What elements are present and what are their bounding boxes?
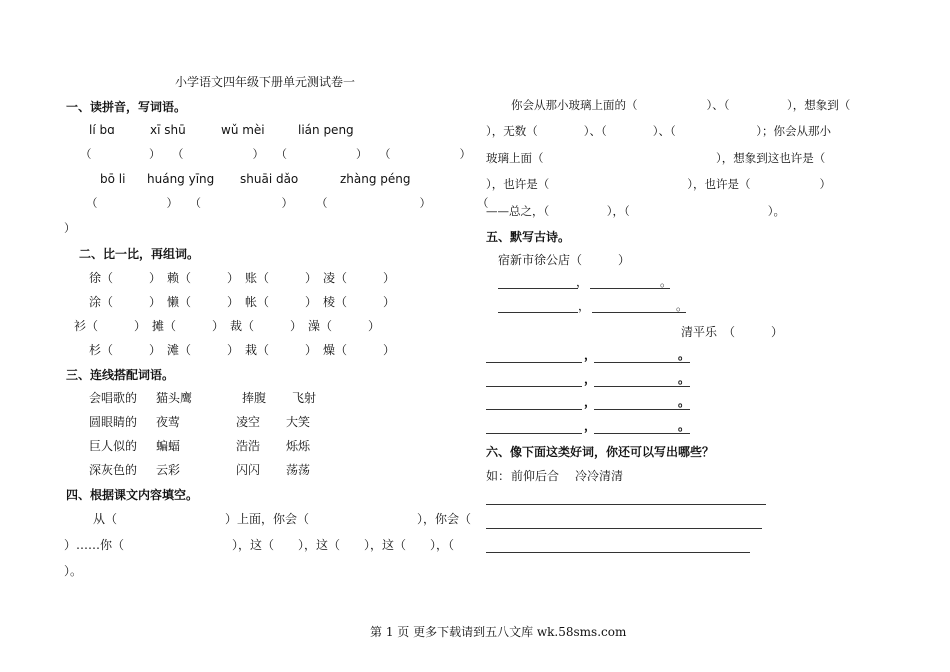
fill-right-line-5: ——总之，（ ），（ ）。 <box>486 204 785 218</box>
poem-2-comma-1: ， <box>584 348 597 362</box>
section-2-heading: 二、比一比，再组词。 <box>79 247 200 261</box>
match-left-4: 深灰色的 <box>89 463 138 477</box>
answer-line-1 <box>486 504 766 505</box>
poem-1-blank-2a <box>498 312 578 313</box>
match-right-b-4: 荡荡 <box>286 463 311 477</box>
poem-1-period-2: 。 <box>676 299 689 313</box>
poem-2-blank-1a <box>486 362 582 363</box>
pinyin-4: lián peng <box>298 123 354 137</box>
compare-row-1: 徐（ ） 赖（ ） 账（ ） 凌（ ） <box>89 271 396 285</box>
poem-1-blank-1a <box>498 288 578 289</box>
poem-2-blank-4a <box>486 433 582 434</box>
poem-1-period-1: 。 <box>660 275 673 289</box>
pinyin-5: bō li <box>100 172 126 186</box>
match-right-a-4: 闪闪 <box>236 463 261 477</box>
fill-left-line-3: ）。 <box>64 564 83 578</box>
fill-right-line-1: 你会从那小玻璃上面的（ ）、（ ），想象到（ <box>511 98 851 112</box>
match-left-2: 圆眼睛的 <box>89 415 138 429</box>
poem-1-blank-1b <box>590 288 670 289</box>
pinyin-3: wǔ mèi <box>221 123 265 137</box>
poem-1-title: 宿新市徐公店（ ） <box>498 253 631 267</box>
compare-row-2: 涂（ ） 懒（ ） 帐（ ） 棱（ ） <box>89 295 396 309</box>
match-right-a-3: 浩浩 <box>236 439 261 453</box>
fill-left-line-1: 从（ ）上面，你会（ ），你会（ <box>93 512 472 526</box>
compare-row-4: 杉（ ） 滩（ ） 栽（ ） 燥（ ） <box>89 343 396 357</box>
poem-1-comma-2: ， <box>578 299 591 313</box>
page-footer: 第 1 页 更多下载请到五八文库 wk.58sms.com <box>370 625 627 639</box>
answer-blanks-row-2-tail: ） <box>64 221 76 235</box>
match-right-b-2: 大笑 <box>286 415 311 429</box>
poem-2-blank-1b <box>594 362 690 363</box>
poem-2-comma-2: ， <box>584 372 597 386</box>
poem-2-comma-4: ， <box>584 419 597 433</box>
pinyin-1: lí bɑ <box>89 123 115 137</box>
section-3-heading: 三、连线搭配词语。 <box>66 368 175 382</box>
page-title: 小学语文四年级下册单元测试卷一 <box>175 75 356 89</box>
pinyin-2: xī shū <box>150 123 186 137</box>
poem-1-blank-2b <box>592 312 686 313</box>
poem-2-period-3: 。 <box>678 395 691 409</box>
section-4-heading: 四、根据课文内容填空。 <box>66 488 199 502</box>
fill-right-line-3: 玻璃上面（ ），想象到这也许是（ <box>486 151 826 165</box>
answer-line-2 <box>486 528 762 529</box>
section-1-heading: 一、读拼音，写词语。 <box>66 100 187 114</box>
match-mid-1: 猫头鹰 <box>156 391 193 405</box>
pinyin-7: shuāi dǎo <box>240 172 299 186</box>
fill-right-line-4: ），也许是（ ），也许是（ ） <box>486 177 831 191</box>
example-label: 如： <box>486 469 511 483</box>
match-left-3: 巨人似的 <box>89 439 138 453</box>
section-5-heading: 五、默写古诗。 <box>486 230 571 244</box>
poem-2-comma-3: ， <box>584 395 597 409</box>
answer-blanks-row-1: （ ） （ ） （ ） （ ） <box>80 147 471 161</box>
section-6-heading: 六、像下面这类好词，你还可以写出哪些？ <box>486 445 715 459</box>
match-right-b-3: 烁烁 <box>286 439 311 453</box>
match-mid-3: 蝙蝠 <box>156 439 181 453</box>
answer-blanks-row-2: （ ） （ ） （ ） （ <box>86 196 489 210</box>
fill-right-line-2: ），无数（ ）、（ ）、（ ）；你会从那小 <box>486 124 831 138</box>
poem-1-comma-1: ， <box>576 275 589 289</box>
fill-left-line-2: ）……你（ ），这（ ），这（ ），这（ ），（ <box>64 538 455 552</box>
poem-2-period-2: 。 <box>678 372 691 386</box>
match-mid-2: 夜莺 <box>156 415 181 429</box>
match-mid-4: 云彩 <box>156 463 181 477</box>
example-word-1: 前仰后合 <box>511 469 560 483</box>
answer-line-3 <box>486 552 750 553</box>
poem-2-blank-4b <box>594 433 690 434</box>
compare-row-3: 衫（ ） 摊（ ） 裁（ ） 澡（ ） <box>74 319 381 333</box>
poem-2-blank-3b <box>594 409 690 410</box>
match-right-a-2: 凌空 <box>236 415 261 429</box>
match-right-a-1: 捧腹 <box>242 391 267 405</box>
match-left-1: 会唱歌的 <box>89 391 138 405</box>
match-right-b-1: 飞射 <box>292 391 317 405</box>
example-word-2: 冷冷清清 <box>575 469 624 483</box>
pinyin-8: zhàng péng <box>340 172 411 186</box>
poem-2-period-4: 。 <box>678 419 691 433</box>
pinyin-6: huáng yīng <box>147 172 215 186</box>
poem-2-title: 清平乐 （ ） <box>681 325 784 339</box>
poem-2-blank-2b <box>594 386 690 387</box>
poem-2-blank-2a <box>486 386 582 387</box>
poem-2-period-1: 。 <box>678 348 691 362</box>
poem-2-blank-3a <box>486 409 582 410</box>
